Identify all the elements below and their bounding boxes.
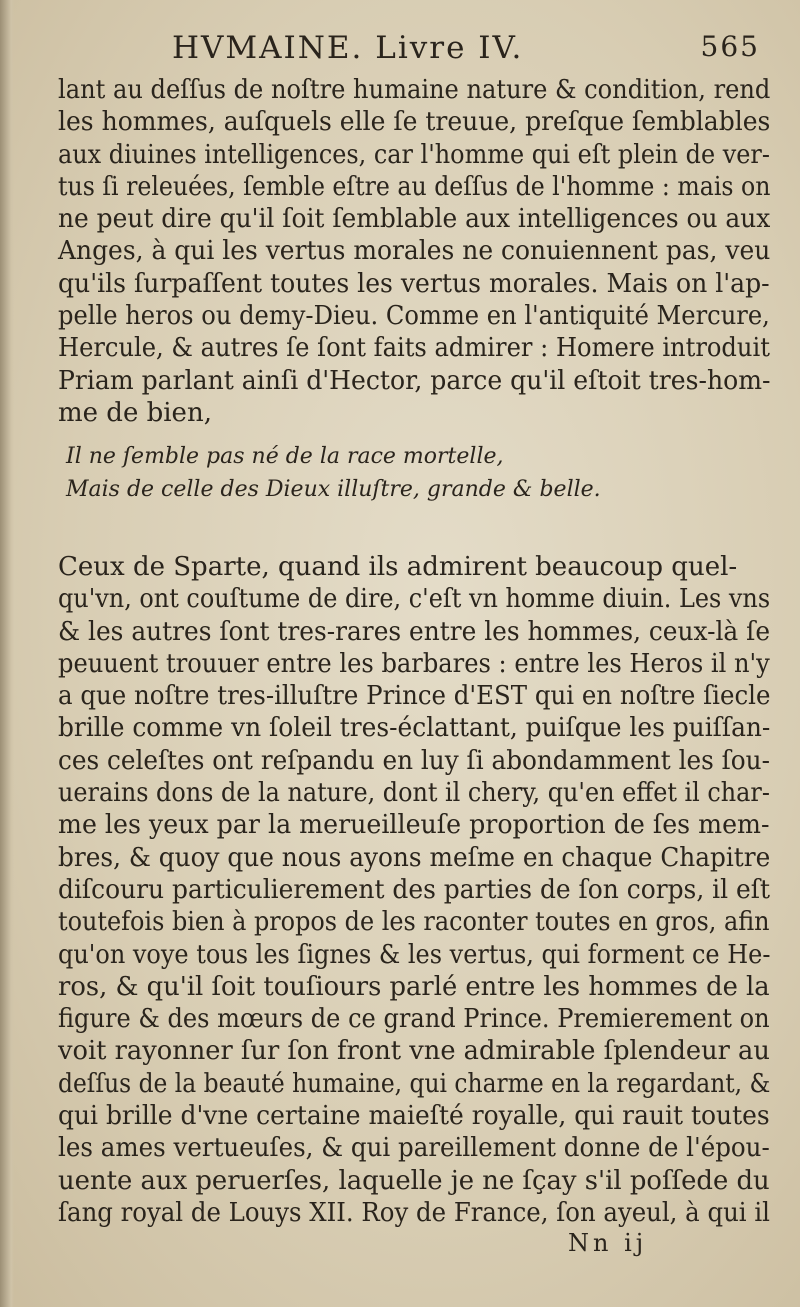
page-gutter	[0, 0, 14, 1307]
text-line: ces celeſtes ont reſpandu en luy ſi abondamment les ſou-	[58, 745, 770, 776]
running-head: HVMAINE. Livre IV.	[172, 30, 524, 66]
text-line: qu'vn, ont couſtume de dire, c'eſt vn homme diuin. Les vns	[58, 584, 771, 615]
page-number: 565	[700, 30, 760, 63]
text-line: voit rayonner ſur ſon front vne admirable ſplendeur au	[58, 1036, 770, 1067]
text-line: lant au deſſus de noſtre humaine nature & condition, rend	[58, 75, 771, 105]
text-line: brille comme vn ſoleil tres-éclattant, puiſque les puiſſan-	[58, 713, 771, 744]
page-header	[172, 30, 760, 74]
text-line: a que noſtre tres-illuſtre Prince d'EST qui en noſtre ſiecle	[58, 681, 771, 712]
text-line: Priam parlant ainſi d'Hector, parce qu'il eſtoit tres-hom-	[58, 365, 771, 396]
text-line: ſang royal de Louys XII. Roy de France, ſon ayeul, à qui il	[58, 1197, 770, 1228]
text-line: uerains dons de la nature, dont il chery, qu'en effet il char-	[58, 778, 770, 809]
verse-line: Mais de celle des Dieux illuſtre, grande & belle.	[66, 477, 601, 502]
text-line: les ames vertueuſes, & qui pareillement donne de l'épou-	[58, 1133, 770, 1164]
text-line: qui brille d'vne certaine maieſté royalle, qui rauit toutes	[58, 1101, 770, 1132]
text-line: pelle heros ou demy-Dieu. Comme en l'antiquité Mercure,	[58, 301, 770, 332]
text-line: toutefois bien à propos de les raconter toutes en gros, afin	[58, 907, 770, 938]
paragraph-1	[58, 74, 770, 429]
text-line: ros, & qu'il ſoit touſiours parlé entre les hommes de la	[58, 971, 770, 1002]
text-line: Hercule, & autres ſe ſont faits admirer : Homere introduit	[58, 333, 770, 364]
verse-line: Il ne ſemble pas né de la race mortelle,	[66, 444, 504, 469]
text-line: me les yeux par la merueilleuſe proportion de ſes mem-	[58, 810, 770, 841]
signature-mark: Nn ij	[568, 1229, 648, 1257]
text-line: Ceux de Sparte, quand ils admirent beaucoup quel-	[58, 552, 738, 582]
text-line: qu'ils ſurpaſſent toutes les vertus morales. Mais on l'ap-	[58, 268, 770, 299]
text-line: & les autres ſont tres-rares entre les hommes, ceux-là ſe	[58, 616, 771, 647]
text-line: me de bien,	[58, 397, 212, 428]
text-line: ne peut dire qu'il ſoit ſemblable aux intelligences ou aux	[58, 204, 771, 235]
text-line: Anges, à qui les vertus morales ne conuiennent pas, veu	[58, 236, 771, 267]
text-line: aux diuines intelligences, car l'homme qui eſt plein de ver-	[58, 139, 770, 170]
text-line: diſcouru particulierement des parties de ſon corps, il eſt	[58, 874, 771, 905]
text-line: peuuent trouuer entre les barbares : entre les Heros il n'y	[58, 648, 770, 679]
text-line: les hommes, auſquels elle ſe treuue, preſque ſemblables	[58, 107, 771, 138]
text-line: deſſus de la beauté humaine, qui charme en la regardant, &	[58, 1068, 771, 1099]
text-line: bres, & quoy que nous ayons meſme en chaque Chapitre	[58, 842, 771, 873]
text-line: figure & des mœurs de ce grand Prince. Premierement on	[58, 1004, 770, 1035]
text-line: qu'on voye tous les ſignes & les vertus, qui forment ce He-	[58, 939, 771, 970]
verse-quotation	[66, 440, 726, 506]
text-line: uente aux peruerſes, laquelle je ne ſçay s'il poſſede du	[58, 1165, 770, 1196]
paragraph-2	[58, 551, 770, 1229]
text-line: tus ſi releuées, ſemble eſtre au deſſus de l'homme : mais on	[58, 171, 771, 202]
